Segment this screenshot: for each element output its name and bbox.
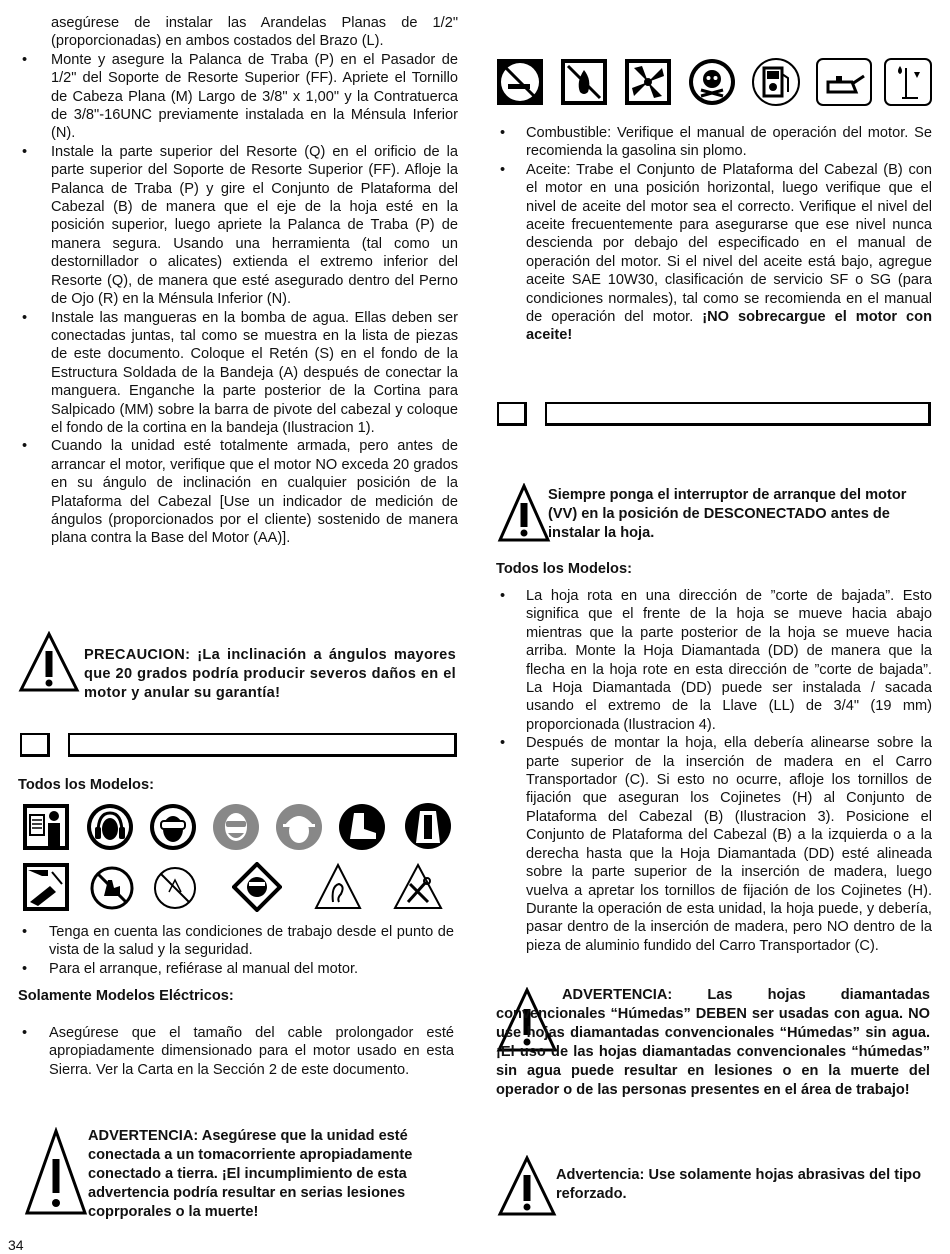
- section-title-box: [545, 402, 931, 426]
- read-manual-icon: [22, 803, 70, 851]
- hazard-diamond-icon: [232, 862, 282, 912]
- list-item: • Monte y asegure la Palanca de Traba (P) en el Pasador de 1/2" del Soporte de Resorte Superior (FF). Apriete el Tornillo de Cabeza Plana (M) Largo de 3/8" x 1,00" y la Contratuerca de 3/8"-16UNC previamente instalada en la Ménsula Inferior (N).: [18, 51, 458, 143]
- advertencia-tierra: ADVERTENCIA: Asegúrese que la unidad esté conectada a un tomacorriente apropiadamente conectado a tierra. ¡El incumplimiento de esta advertencia podría resultar en serias lesiones coprporales o la muerte!: [88, 1128, 413, 1220]
- no-open-flame-icon: [560, 58, 608, 106]
- list-item-text: Aceite: Trabe el Conjunto de Plataforma del Cabezal (B) con el motor en una posición horizontal, luego verifique que el nivel de aceite del motor sea el correcto. Verifique el nivel del aceite frecuentemente para asegurarse que ese nivel nunca descienda por debajo del especificado en el manual de operación del motor. Si el nivel del aceite está bajo, agregue aceite SAE 10W30, clasificación de servicio SF o SG (para condiciones normales), tal como se recomienda en el manual de operación del motor.: [526, 161, 932, 326]
- poison-skull-icon: [688, 58, 736, 106]
- interruptor-warning: Siempre ponga el interruptor de arranque del motor (VV) en la posición de DESCONECTADO antes de instalar la hoja.: [548, 487, 907, 541]
- list-item: • La hoja rota en una dirección de ”corte de bajada”. Esto significa que el frente de la hoja se mueve hacia abajo mientras que la parte posterior de la hoja se mueve hacia arriba. Monte la Hoja Diamantada (DD) de manera que la flecha en la hoja rote en esta dirección de ”corte de bajada”. La Hoja Diamantada (DD) puede ser instalada / sacada usando el extremo de la Llave (LL) de 3/4" (19 mm) proporcionada (Ilustracion 4).: [496, 587, 932, 734]
- fuel-oil-list: [496, 124, 932, 345]
- list-item: • Para el arranque, refiérase al manual del motor.: [18, 960, 454, 978]
- electricos-list: [18, 1024, 454, 1079]
- list-item: • Asegúrese que el tamaño del cable prolongador esté apropiadamente dimensionado para el motor usado en esta Sierra. Ver la Carta en la Sección 2 de este documento.: [18, 1024, 454, 1079]
- list-item: • Combustible: Verifique el manual de operación del motor. Se recomienda la gasolina sin plomo.: [496, 124, 932, 161]
- section-number-box: [20, 733, 50, 757]
- tools-warning-icon: [392, 862, 444, 912]
- list-item: [496, 161, 932, 345]
- section-header-bar: [20, 733, 457, 757]
- warning-triangle-icon: [24, 1127, 88, 1217]
- no-fire-icon: [153, 866, 197, 910]
- safety-boot-icon: [338, 803, 386, 851]
- eye-protection-icon: [149, 803, 197, 851]
- protective-clothing-icon: [404, 801, 452, 851]
- list-item: • Después de montar la hoja, ella debería alinearse sobre la parte superior de la inserción de madera en el Carro Transportador (C). Si esto no ocurre, afloje los tornillos de fijación que aseguran los Cojinetes (H) al Conjunto de Plataforma del Cabezal (B) (Ilustracion 3). Posicione el Conjunto de Plataforma del Cabezal (B) a la izquierda o a la derecha hasta que la Hoja Diamantada (DD) esté alineada sobre la parte superior de la inserción de madera, luego vuelva a apretar los tornillos de fijación de los Cojinetes (H). Durante la operación de esta unidad, la hoja puede, y debería, pasar dentro de la inserción de madera, pero NO dentro de la pieza de aluminio fundido del Carro Transportador (C).: [496, 734, 932, 955]
- warning-triangle-icon: [497, 1155, 557, 1217]
- oil-level-icon: [884, 58, 932, 106]
- no-hands-icon: [90, 866, 134, 910]
- noise-warning-icon: [313, 862, 363, 912]
- cut-hazard-icon: [22, 862, 70, 912]
- oil-can-icon: [816, 58, 872, 106]
- todos-modelos-heading: Todos los Modelos:: [496, 561, 632, 577]
- list-item: • Cuando la unidad esté totalmente armada, pero antes de arrancar el motor, verifique que el motor NO exceda 20 grados en su ángulo de inclinación en cualquier posición de la Plataforma del Cabezal [Use un indicador de medición de ángulos (proporcionados por el cliente) sostenido de manera plana contra la Base del Motor (AA)].: [18, 437, 458, 547]
- respirator-icon: [212, 803, 260, 851]
- list-item: • Tenga en cuenta las condiciones de trabajo desde el punto de vista de la salud y la seguridad.: [18, 923, 454, 960]
- list-item: • Instale la parte superior del Resorte (Q) en el orificio de la parte superior del Soporte de Resorte Superior (FF). Afloje la Palanca de Traba (P) y gire el Conjunto de Plataforma del Cabezal (B) de manera que el eje de la hoja esté en la posición superior, luego apriete la Palanca de Traba (P) de manera segura. Usando una herramienta (tal como un destornillador o alicates) extienda el extremo inferior del Resorte (Q), de manera que esté asegurado dentro del Perno de Ojo (R) en la Ménsula Inferior (N).: [18, 143, 458, 309]
- advertencia-humedas: ADVERTENCIA: Las hojas diamantadas convencionales “Húmedas” DEBEN ser usadas con agua. NO use hojas diamantadas convencionales “Húmedas” sin agua. ¡El uso de las hojas diamantadas convencionales “húmedas” sin agua puede resultar en lesiones o en la muerte del operador o de las personas presentes en el área de trabajo!: [496, 987, 930, 1098]
- advertencia-abrasivas: Advertencia: Use solamente hojas abrasivas del tipo reforzado.: [556, 1167, 921, 1202]
- blade-list: [496, 587, 932, 955]
- warning-triangle-icon: [497, 483, 551, 543]
- section-title-box: [68, 733, 457, 757]
- list-item: • Instale las mangueras en la bomba de agua. Ellas deben ser conectadas juntas, tal como se muestra en la lista de piezas de este documento. Coloque el Retén (S) en el fondo de la Estructura Soldada de la Bandeja (A) después de conectar la manguera. Enganche la parte posterior de la Cortina para Salpicado (MM) sobre la barra de pivote del cabezal y coloque el fondo de la cortina en la bandeja (Ilustracion 1).: [18, 309, 458, 438]
- list-item-bold: ¡NO sobrecargue el motor con aceite!: [526, 309, 933, 344]
- precaucion-warning: PRECAUCION: ¡La inclinación a ángulos mayores que 20 grados podría producir severos daños en el motor y anular su garantía!: [84, 647, 456, 701]
- fuel-pump-icon: [752, 58, 800, 106]
- ventilation-fan-icon: [624, 58, 672, 106]
- electricos-heading: Solamente Modelos Eléctricos:: [18, 988, 234, 1004]
- section-number-box: [497, 402, 527, 426]
- section-header-bar: [497, 402, 931, 426]
- page-number: 34: [8, 1237, 24, 1253]
- no-smoking-icon: [496, 58, 544, 106]
- hearing-protection-icon: [86, 803, 134, 851]
- intro-continuation: asegúrese de instalar las Arandelas Planas de 1/2" (proporcionadas) en ambos costados del Brazo (L).: [51, 15, 458, 50]
- todos-list: [18, 923, 454, 978]
- left-column: [18, 14, 458, 548]
- todos-modelos-heading: Todos los Modelos:: [18, 777, 154, 793]
- warning-triangle-icon: [18, 631, 80, 693]
- hard-hat-icon: [275, 803, 323, 851]
